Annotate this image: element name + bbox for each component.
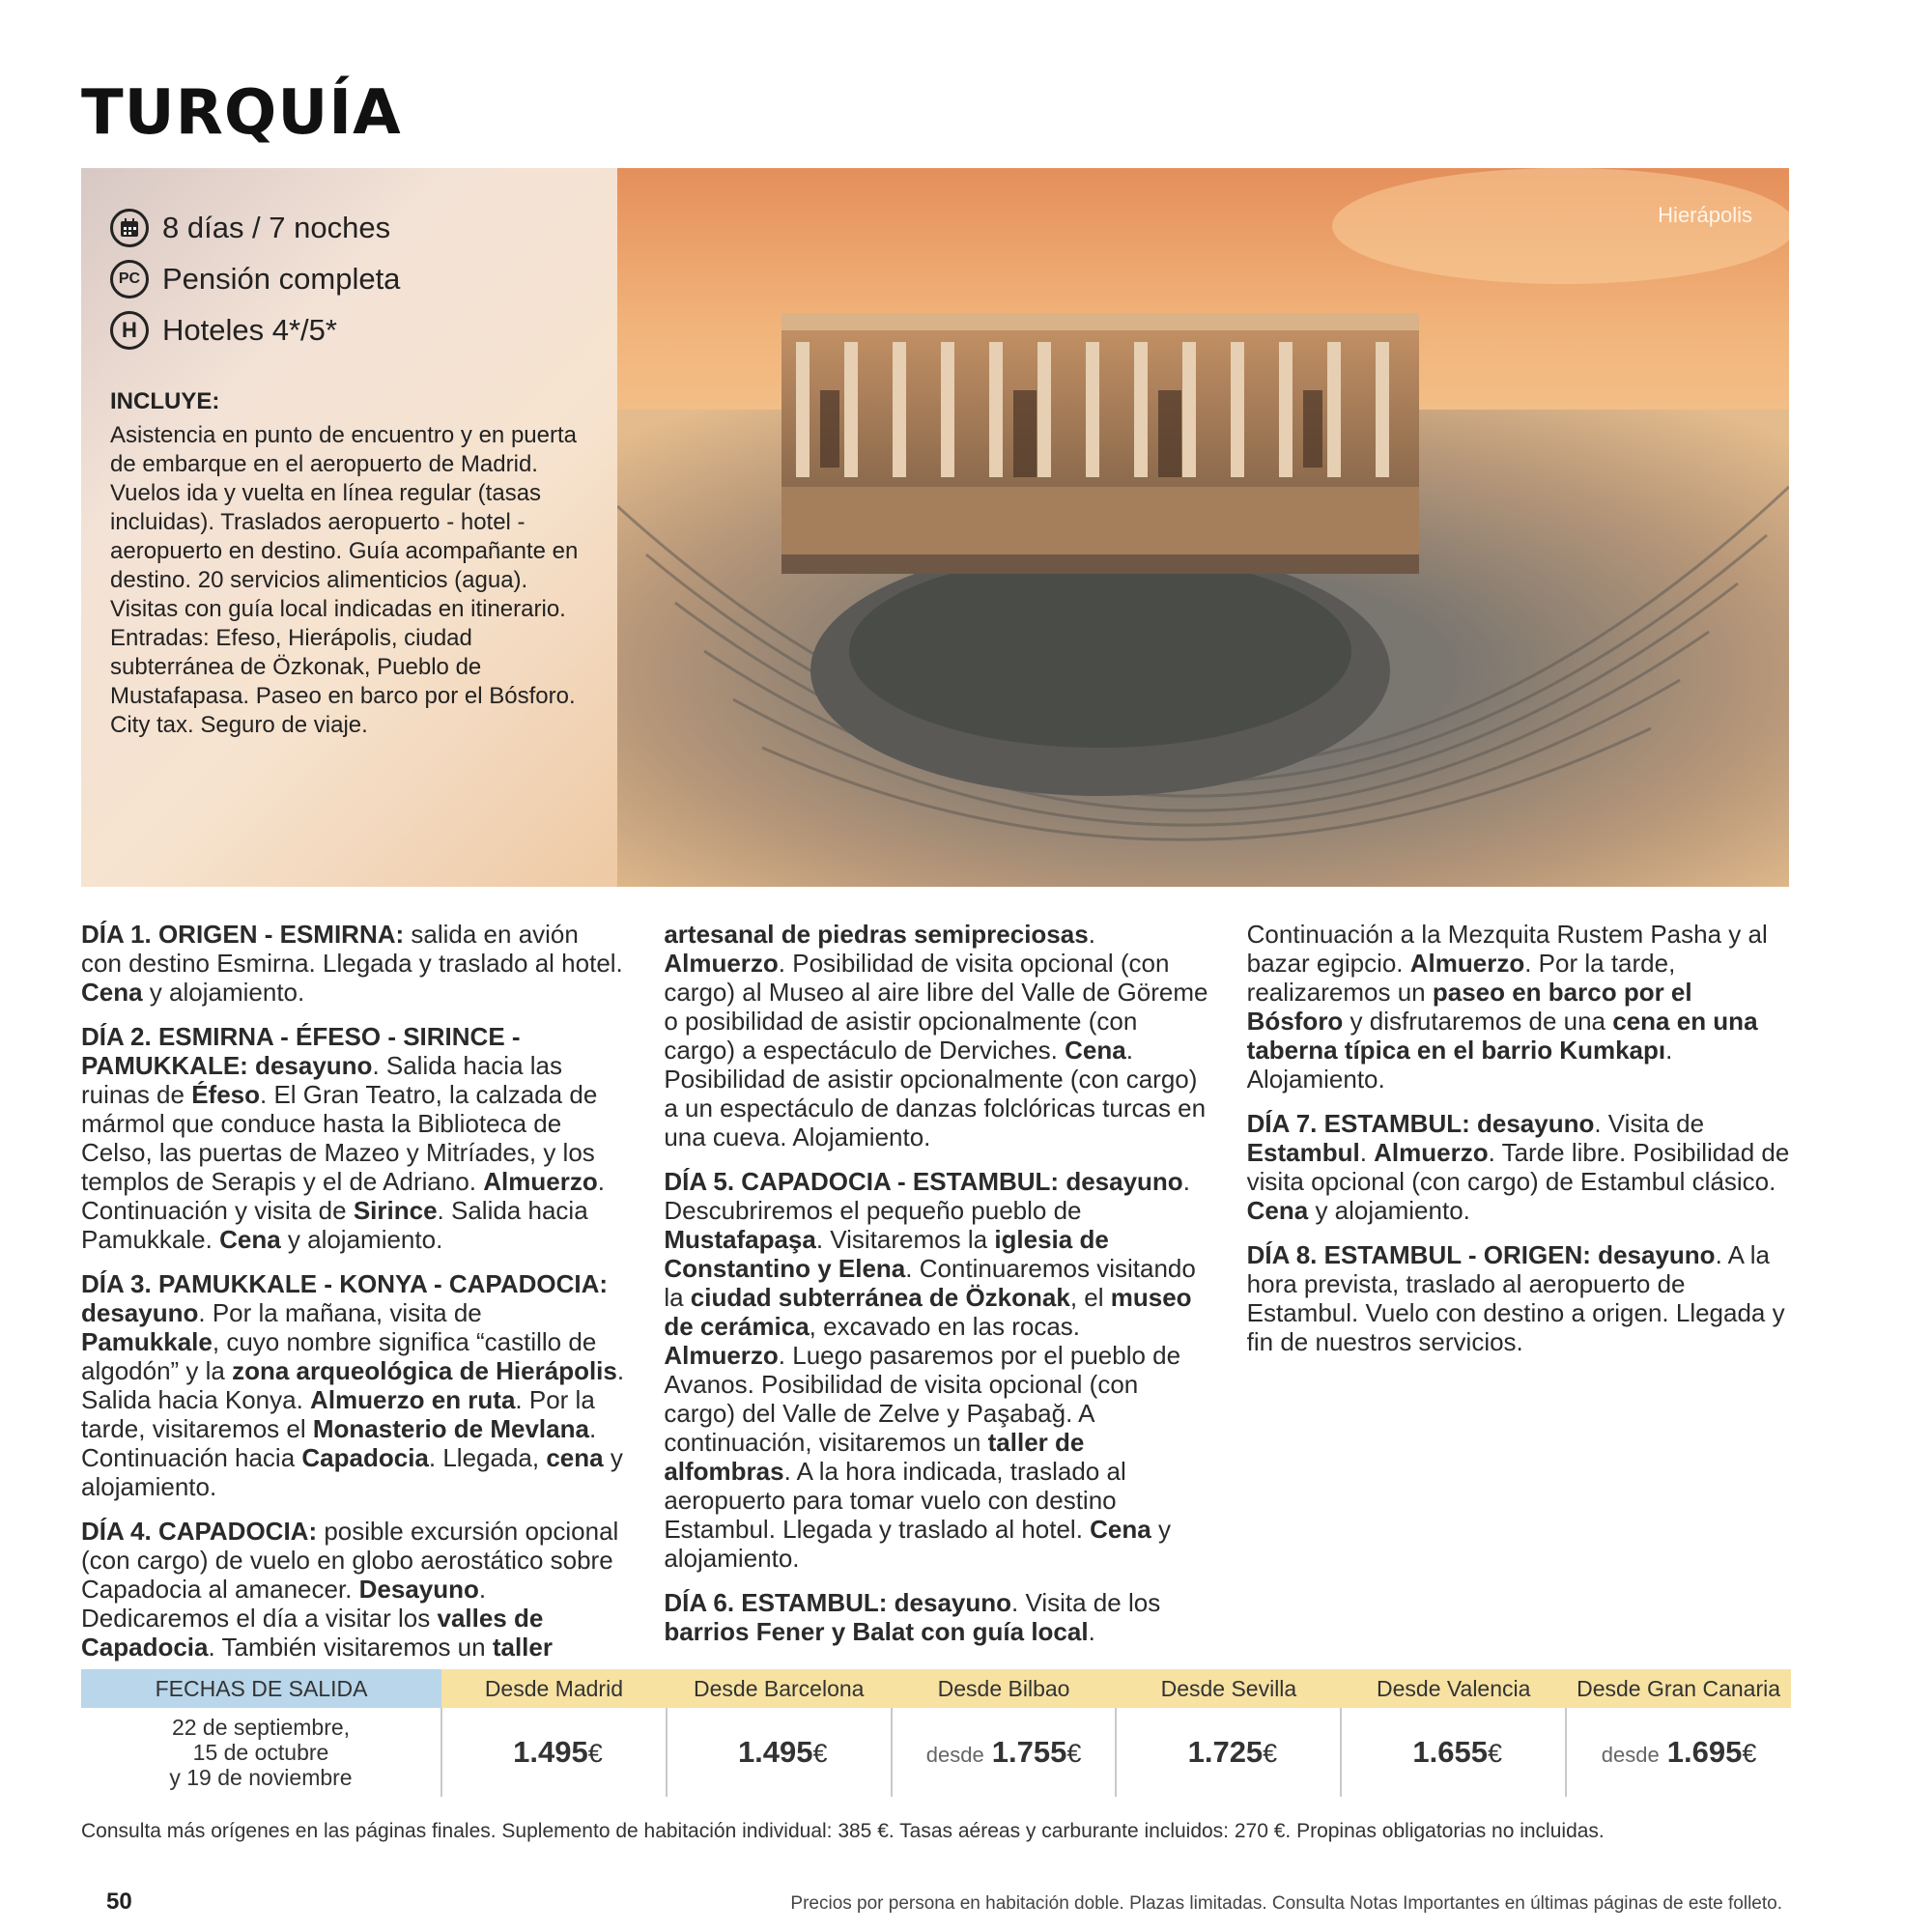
- itinerary-text: . También visitaremos un: [208, 1633, 493, 1662]
- price-cell: [1116, 1708, 1341, 1797]
- price-prefix: desde: [925, 1743, 984, 1767]
- price-amount: 1.495: [513, 1735, 588, 1769]
- itinerary-text: y alojamiento.: [664, 1515, 1171, 1573]
- date-line: 15 de octubre: [192, 1740, 329, 1765]
- itinerary-highlight: Estambul: [1246, 1138, 1360, 1167]
- itinerary-highlight: DÍA 2. ESMIRNA - ÉFESO - SIRINCE - PAMUKKALE: desayuno: [81, 1022, 521, 1080]
- itinerary-highlight: Cena: [81, 978, 143, 1007]
- itinerary-text: . El Gran Teatro, la calzada de mármol que conduce hasta la Biblioteca de Celso, las puertas de Mazeo y Mitríades, y los templos de Serapis y el de Adriano.: [81, 1080, 598, 1196]
- itinerary-text: . A la hora indicada, traslado al aeropuerto para tomar vuelo con destino Estambul. Llegada y traslado al hotel.: [664, 1457, 1126, 1544]
- feature-duration: [110, 209, 390, 247]
- page-title: TURQUÍA: [81, 77, 402, 149]
- itinerary-highlight: Almuerzo: [1374, 1138, 1489, 1167]
- itinerary-highlight: iglesia de Constantino y Elena: [664, 1225, 1109, 1283]
- itinerary-text: posible excursión opcional (con cargo) de vuelo en globo aerostático sobre Capadocia al amanecer.: [81, 1517, 619, 1604]
- itinerary-text: , el: [1069, 1283, 1111, 1312]
- info-panel: [81, 168, 617, 887]
- itinerary-highlight: DÍA 6. ESTAMBUL: desayuno: [664, 1588, 1012, 1617]
- itinerary-highlight: Pamukkale: [81, 1327, 213, 1356]
- itinerary-text: . A la hora prevista, traslado al aeropuerto de Estambul. Vuelo con destino a origen. Llegada y fin de nuestros servicios.: [1246, 1240, 1785, 1356]
- price-cell: [892, 1708, 1117, 1797]
- itinerary-highlight: Monasterio de Mevlana: [312, 1414, 589, 1443]
- price-cell: [441, 1708, 667, 1797]
- itinerary-day: [81, 920, 625, 1007]
- feature-board: [110, 260, 400, 298]
- itinerary-highlight: Almuerzo: [664, 949, 779, 978]
- price-cell: [667, 1708, 892, 1797]
- price-currency: €: [1263, 1739, 1278, 1768]
- itinerary-highlight: DÍA 5. CAPADOCIA - ESTAMBUL: desayuno: [664, 1167, 1183, 1196]
- city-header: Desde Gran Canaria: [1566, 1669, 1791, 1708]
- board-label: Pensión completa: [162, 262, 401, 296]
- itinerary-highlight: Almuerzo: [1409, 949, 1525, 978]
- date-line: 22 de septiembre,: [171, 1715, 351, 1740]
- itinerary-highlight: taller artesanal de piedras semipreciosas: [492, 920, 1089, 1662]
- itinerary-text: . Visita de los: [1011, 1588, 1161, 1617]
- footnote: Consulta más orígenes en las páginas finales. Suplemento de habitación individual: 385 €. Tasas aéreas y carburante incluidos: 270 €. Propinas obligatorias no incluidas.: [81, 1820, 1605, 1842]
- itinerary-highlight: barrios Fener y Balat con guía local: [664, 1617, 1089, 1646]
- itinerary-text: . Salida hacia las ruinas de: [81, 1051, 562, 1109]
- hero-block: [81, 168, 1789, 887]
- itinerary-highlight: Capadocia: [301, 1443, 429, 1472]
- price-cell: [1341, 1708, 1566, 1797]
- itinerary-text: , cuyo nombre significa “castillo de algodón” y la: [81, 1327, 597, 1385]
- price-header-row: [81, 1669, 1791, 1708]
- itinerary-text: salida en avión con destino Esmirna. Llegada y traslado al hotel.: [81, 920, 623, 978]
- price-currency: €: [1742, 1739, 1757, 1768]
- incluye-text: Asistencia en punto de encuentro y en puerta de embarque en el aeropuerto de Madrid. Vuelos ida y vuelta en línea regular (tasas incluidas). Traslados aeropuerto - hotel - aeropuerto en destino. Guía acompañante en destino. 20 servicios alimenticios (agua). Visitas con guía local indicadas en itinerario. Entradas: Efeso, Hierápolis, ciudad subterránea de Özkonak, Pueblo de Mustafapasa. Paseo en barco por el Bósforo. City tax. Seguro de viaje.: [110, 422, 579, 738]
- itinerary-highlight: paseo en barco por el Bósforo: [1246, 978, 1692, 1036]
- price-cell: [1566, 1708, 1791, 1797]
- itinerary-day: [81, 1022, 625, 1254]
- itinerary-text: . Continuaremos visitando la: [664, 1254, 1196, 1312]
- itinerary-text: . Visita de: [1594, 1109, 1705, 1138]
- price-currency: €: [812, 1739, 828, 1768]
- hierapolis-theatre-photo: [617, 168, 1789, 887]
- itinerary-text: . Continuación hacia: [81, 1414, 597, 1472]
- itinerary-highlight: Desayuno: [358, 1575, 479, 1604]
- itinerary-text: . Continuación a la Mezquita Rustem Pasha y al bazar egipcio.: [1088, 920, 1768, 1646]
- footer-disclaimer: Precios por persona en habitación doble. Plazas limitadas. Consulta Notas Importantes en últimas páginas de este folleto.: [790, 1893, 1782, 1914]
- itinerary-text: . Por la mañana, visita de: [198, 1298, 482, 1327]
- itinerary-text: . Llegada,: [428, 1443, 547, 1472]
- itinerary-highlight: Éfeso: [191, 1080, 260, 1109]
- itinerary-text: y alojamiento.: [1308, 1196, 1470, 1225]
- itinerary-day: [664, 1167, 1208, 1573]
- itinerary-text: .: [1359, 1138, 1375, 1167]
- itinerary-text: , excavado en las rocas.: [809, 1312, 1081, 1341]
- city-header: Desde Bilbao: [892, 1669, 1117, 1708]
- itinerary-day: [81, 1269, 625, 1501]
- itinerary-text: y alojamiento.: [280, 1225, 443, 1254]
- itinerary-highlight: Cena: [219, 1225, 281, 1254]
- itinerary-text: . Posibilidad de asistir opcionalmente (con cargo) a un espectáculo de danzas folclóricas turcas en una cueva. Alojamiento.: [664, 1036, 1207, 1151]
- itinerary-text: . Alojamiento.: [1246, 1036, 1673, 1094]
- itinerary-highlight: ciudad subterránea de Özkonak: [690, 1283, 1070, 1312]
- price-table: [81, 1669, 1791, 1797]
- itinerary-text: . Por la tarde, visitaremos el: [81, 1385, 595, 1443]
- price-amount: 1.755: [991, 1735, 1067, 1769]
- incluye-title: INCLUYE:: [110, 388, 220, 414]
- itinerary-day: [1247, 1109, 1791, 1225]
- itinerary-text: . Tarde libre. Posibilidad de visita opcional (con cargo) de Estambul clásico.: [1246, 1138, 1790, 1196]
- price-prefix: desde: [1601, 1743, 1660, 1767]
- photo-caption: Hierápolis: [1658, 203, 1752, 227]
- price-amount: 1.725: [1187, 1735, 1264, 1769]
- hotels-label: Hoteles 4*/5*: [162, 313, 337, 347]
- itinerary-highlight: zona arqueológica de Hierápolis: [232, 1356, 617, 1385]
- feature-hotels: [110, 311, 337, 350]
- itinerary-highlight: cena: [546, 1443, 604, 1472]
- itinerary-highlight: DÍA 8. ESTAMBUL - ORIGEN: desayuno: [1246, 1240, 1716, 1269]
- city-header: Desde Valencia: [1341, 1669, 1566, 1708]
- itinerary-text: y alojamiento.: [81, 1443, 623, 1501]
- itinerary-text: . Salida hacia Konya.: [81, 1356, 625, 1414]
- city-header: Desde Sevilla: [1116, 1669, 1341, 1708]
- price-currency: €: [1066, 1739, 1082, 1768]
- itinerary-text: . Visitaremos la: [815, 1225, 995, 1254]
- itinerary-text: . Salida hacia Pamukkale.: [81, 1196, 588, 1254]
- board-icon: PC: [110, 260, 149, 298]
- itinerary: [81, 920, 1791, 1663]
- price-amount: 1.655: [1412, 1735, 1488, 1769]
- itinerary-text: . Dedicaremos el día a visitar los: [81, 1575, 487, 1633]
- hotel-icon: H: [110, 311, 149, 350]
- itinerary-highlight: taller de alfombras: [664, 1428, 1085, 1486]
- itinerary-highlight: Cena: [1246, 1196, 1309, 1225]
- itinerary-highlight: Almuerzo: [664, 1341, 779, 1370]
- itinerary-highlight: DÍA 3. PAMUKKALE - KONYA - CAPADOCIA: desayuno: [81, 1269, 609, 1327]
- city-header: Desde Barcelona: [667, 1669, 892, 1708]
- itinerary-highlight: cena en una taberna típica en el barrio Kumkapı: [1246, 1007, 1758, 1065]
- date-line: y 19 de noviembre: [169, 1765, 353, 1790]
- itinerary-text: .: [1088, 920, 1095, 949]
- itinerary-text: y alojamiento.: [142, 978, 305, 1007]
- itinerary-highlight: museo de cerámica: [664, 1283, 1192, 1341]
- calendar-icon: [110, 209, 149, 247]
- duration-label: 8 días / 7 noches: [162, 211, 391, 244]
- itinerary-highlight: DÍA 1. ORIGEN - ESMIRNA:: [81, 920, 405, 949]
- price-currency: €: [1488, 1739, 1503, 1768]
- price-amount: 1.695: [1666, 1735, 1743, 1769]
- dates-header: FECHAS DE SALIDA: [81, 1669, 441, 1708]
- itinerary-highlight: DÍA 7. ESTAMBUL: desayuno: [1246, 1109, 1595, 1138]
- itinerary-text: . Luego pasaremos por el pueblo de Avanos. Posibilidad de visita opcional (con cargo) del Valle de Zelve y Paşabağ. A continuación, visitaremos un: [664, 1341, 1181, 1457]
- itinerary-highlight: Cena: [1065, 1036, 1126, 1065]
- itinerary-text: . Posibilidad de visita opcional (con cargo) al Museo al aire libre del Valle de Göreme o posibilidad de asistir opcionalmente (con cargo) a espectáculo de Derviches.: [664, 949, 1208, 1065]
- itinerary-highlight: Almuerzo: [483, 1167, 598, 1196]
- page-number: 50: [106, 1889, 132, 1915]
- theatre-illustration: [617, 168, 1789, 887]
- itinerary-highlight: Almuerzo en ruta: [310, 1385, 516, 1414]
- itinerary-text: . Descubriremos el pequeño pueblo de: [664, 1167, 1190, 1225]
- departure-dates: [81, 1708, 441, 1797]
- itinerary-text: y disfrutaremos de una: [1343, 1007, 1613, 1036]
- price-currency: €: [587, 1739, 603, 1768]
- itinerary-text: . Continuación y visita de: [81, 1167, 605, 1225]
- price-amount: 1.495: [737, 1735, 813, 1769]
- city-header: Desde Madrid: [441, 1669, 667, 1708]
- itinerary-highlight: valles de Capadocia: [81, 1604, 544, 1662]
- price-row: [81, 1708, 1791, 1797]
- itinerary-highlight: DÍA 4. CAPADOCIA:: [81, 1517, 318, 1546]
- itinerary-highlight: Mustafapaşa: [664, 1225, 816, 1254]
- itinerary-highlight: Cena: [1090, 1515, 1151, 1544]
- itinerary-day: [1247, 1240, 1791, 1356]
- itinerary-highlight: Sirince: [353, 1196, 438, 1225]
- itinerary-text: . Por la tarde, realizaremos un: [1246, 949, 1676, 1007]
